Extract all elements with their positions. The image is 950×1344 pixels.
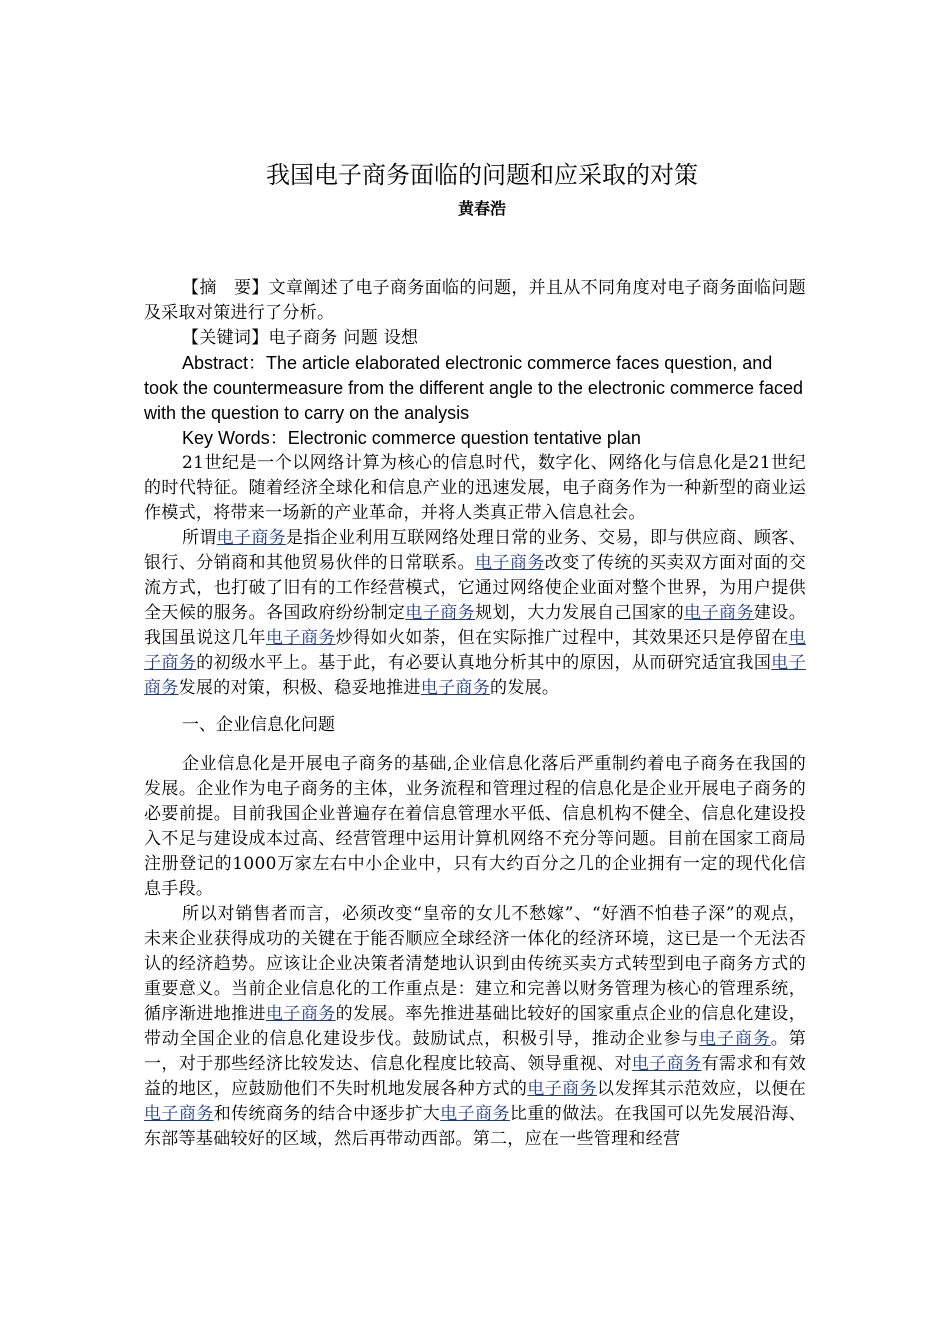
section-heading-1: 一、企业信息化问题 [182,715,335,735]
text-run: 的发展。率先推进基础比较好的国家重点企业的信息化建设，带动全国企业的信息化建设步伐。鼓励试点，积极引导，推动企业参与 [144,1004,806,1049]
section-1-paragraph-1: 企业信息化是开展电子商务的基础,企业信息化落后严重制约着电子商务在我国的发展。企业作为电子商务的主体，业务流程和管理过程的信息化是企业开展电子商务的必要前提。目前我国企业普遍存在着信息管理水平低、信息机构不健全、信息化建设投入不足与建设成本过高、经营管理中运用计算机网络不充分等问题。目前在国家工商局注册登记的1000万家左右中小企业中，只有大约百分之几的企业拥有一定的现代化信息手段。 [144,754,806,899]
section-1-paragraph-2 [144,902,806,1152]
link-ecommerce[interactable]: 电子商务 [144,653,806,698]
link-ecommerce[interactable]: 电子商务 [420,678,491,698]
text-run: 的发展。 [490,678,560,698]
text-run: 建设。我国虽说这几年 [144,603,807,648]
text-run: 发展的对策，积极、稳妥地推进 [178,678,421,698]
link-ecommerce[interactable]: 电子商务 [475,553,545,573]
text-run: 是指企业利用互联网络处理日常的业务、交易，即与供应商、顾客、银行、分销商和其他贸易伙伴的日常联系。 [144,528,806,573]
link-ecommerce[interactable]: 电子商务 [265,1004,336,1024]
text-run: 。第一，对于那些经济比较发达、信息化程度比较高、领导重视、对 [144,1029,806,1074]
text-run: 炒得如火如荼，但在实际推广过程中，其效果还只是停留在 [335,628,789,648]
link-ecommerce[interactable]: 电子商务 [684,603,754,623]
author-name: 黄春浩 [457,199,506,218]
intro-paragraph-2 [144,526,806,701]
keywords-cn: 【关键词】电子商务 问题 设想 [182,328,419,348]
text-run: 所谓 [182,528,217,548]
text-run: 所以对销售者而言，必须改变“皇帝的女儿不愁嫁”、“好酒不怕巷子深”的观点，未来企业获得成功的关键在于能否顺应全球经济一体化的经济环境，这已是一个无法否认的经济趋势。应该让企业决策者清楚地认识到由传统买卖方式转型到电子商务方式的重要意义。当前企业信息化的工作重点是：建立和完善以财务管理为核心的管理系统，循序渐进地推进 [144,904,806,1024]
link-ecommerce[interactable]: 电子商务 [144,1104,214,1124]
link-ecommerce[interactable]: 电子商务 [699,1029,771,1049]
text-run: 改变了传统的买卖双方面对面的交流方式，也打破了旧有的工作经营模式，它通过网络使企业面对整个世界，为用户提供全天候的服务。各国政府纷纷制定 [144,553,807,623]
link-ecommerce[interactable]: 电子商务 [144,628,806,673]
link-ecommerce[interactable]: 电子商务 [440,1104,510,1124]
text-run: 规划，大力发展自己国家的 [475,603,685,623]
link-ecommerce[interactable]: 电子商务 [631,1054,702,1074]
link-ecommerce[interactable]: 电子商务 [216,528,287,548]
text-run: 和传统商务的结合中逐步扩大 [213,1104,441,1124]
link-ecommerce[interactable]: 电子商务 [265,628,336,648]
document-title: 我国电子商务面临的问题和应采取的对策 [266,161,698,189]
link-ecommerce[interactable]: 电子商务 [405,603,476,623]
keywords-en: Key Words：Electronic commerce question tentative plan [182,428,641,448]
text-run: 的初级水平上。基于此，有必要认真地分析其中的原因，从而研究适宜我国 [196,653,772,673]
text-run: 以发挥其示范效应，以便在 [597,1079,806,1099]
abstract-block [144,276,806,451]
link-ecommerce[interactable]: 电子商务 [527,1079,598,1099]
intro-paragraph-1: 21世纪是一个以网络计算为核心的信息时代，数字化、网络化与信息化是21世纪的时代特征。随着经济全球化和信息产业的迅速发展，电子商务作为一种新型的商业运作模式，将带来一场新的产业革命，并将人类真正带入信息社会。 [144,453,806,523]
text-run: 有需求和有效益的地区，应鼓励他们不失时机地发展各种方式的 [144,1054,806,1099]
abstract-en: Abstract：The article elaborated electronic commerce faces question, and took the countermeasure from the different angle to the electronic commerce faced with the question to carry on the analysis [144,353,804,423]
abstract-cn: 【摘 要】文章阐述了电子商务面临的问题，并且从不同角度对电子商务面临问题及采取对策进行了分析。 [144,278,806,323]
text-run: 比重的做法。在我国可以先发展沿海、东部等基础较好的区域，然后再带动西部。第二，应在一些管理和经营 [144,1104,807,1149]
